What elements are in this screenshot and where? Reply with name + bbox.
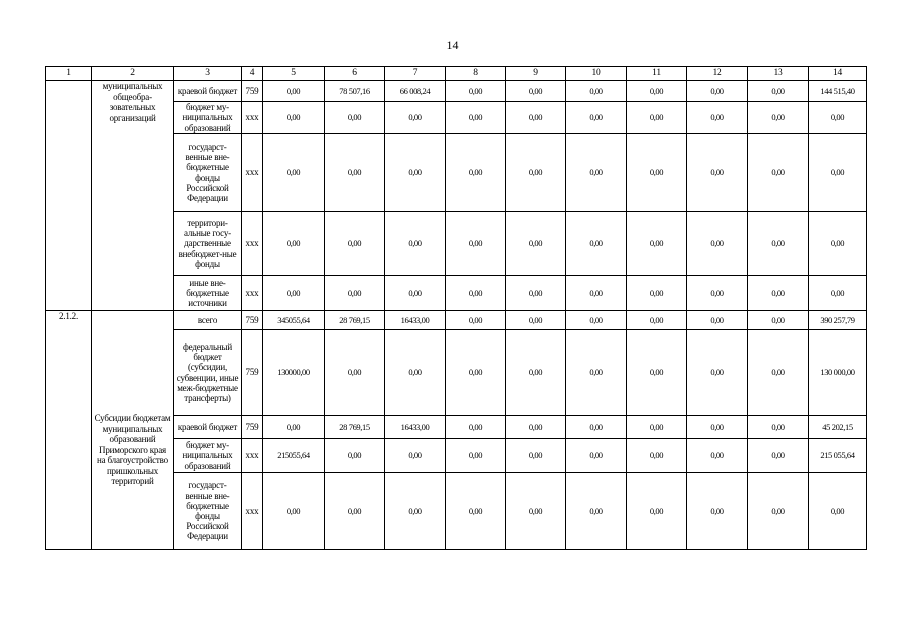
amount-cell: 28 769,15 [325, 416, 385, 439]
budget-code: 759 [242, 311, 263, 330]
amount-cell: 215055,64 [263, 439, 325, 473]
amount-cell: 130000,00 [263, 330, 325, 416]
amount-cell: 0,00 [809, 134, 867, 212]
amount-cell: 0,00 [627, 473, 687, 550]
amount-cell: 0,00 [325, 102, 385, 134]
amount-cell: 0,00 [506, 212, 566, 276]
budget-code: 759 [242, 416, 263, 439]
budget-code: xxx [242, 473, 263, 550]
amount-cell: 0,00 [809, 473, 867, 550]
amount-cell: 0,00 [687, 311, 748, 330]
header-row [46, 67, 867, 81]
amount-cell: 0,00 [748, 102, 809, 134]
amount-cell: 78 507,16 [325, 81, 385, 102]
amount-cell: 0,00 [748, 81, 809, 102]
header-cell: 7 [385, 67, 446, 81]
amount-cell: 0,00 [627, 212, 687, 276]
funding-source: бюджет му-ниципальных образований [174, 102, 242, 134]
amount-cell: 0,00 [627, 439, 687, 473]
budget-code: xxx [242, 439, 263, 473]
amount-cell: 0,00 [687, 439, 748, 473]
amount-cell: 0,00 [263, 276, 325, 311]
amount-cell: 0,00 [627, 330, 687, 416]
amount-cell: 0,00 [506, 102, 566, 134]
amount-cell: 0,00 [325, 330, 385, 416]
amount-cell: 0,00 [385, 134, 446, 212]
amount-cell: 0,00 [325, 276, 385, 311]
amount-cell: 16433,00 [385, 311, 446, 330]
funding-source: иные вне-бюджетные источники [174, 276, 242, 311]
amount-cell: 0,00 [325, 473, 385, 550]
amount-cell: 16433,00 [385, 416, 446, 439]
item-description: муниципальных общеобра-зовательных организаций [92, 81, 174, 311]
amount-cell: 0,00 [263, 81, 325, 102]
amount-cell: 0,00 [566, 276, 627, 311]
amount-cell: 0,00 [687, 81, 748, 102]
amount-cell: 0,00 [566, 212, 627, 276]
amount-cell: 0,00 [263, 212, 325, 276]
table-row [46, 311, 867, 330]
header-cell: 3 [174, 67, 242, 81]
header-cell: 14 [809, 67, 867, 81]
header-cell: 2 [92, 67, 174, 81]
budget-code: xxx [242, 102, 263, 134]
amount-cell: 0,00 [809, 276, 867, 311]
budget-code: 759 [242, 330, 263, 416]
amount-cell: 0,00 [506, 134, 566, 212]
amount-cell: 0,00 [263, 473, 325, 550]
amount-cell: 390 257,79 [809, 311, 867, 330]
header-cell: 10 [566, 67, 627, 81]
budget-code: xxx [242, 212, 263, 276]
amount-cell: 0,00 [325, 439, 385, 473]
amount-cell: 0,00 [809, 212, 867, 276]
header-cell: 12 [687, 67, 748, 81]
amount-cell: 0,00 [748, 276, 809, 311]
funding-source: краевой бюджет [174, 416, 242, 439]
amount-cell: 0,00 [627, 276, 687, 311]
amount-cell: 0,00 [385, 102, 446, 134]
amount-cell: 0,00 [687, 134, 748, 212]
budget-code: xxx [242, 134, 263, 212]
amount-cell: 0,00 [748, 439, 809, 473]
header-cell: 1 [46, 67, 92, 81]
amount-cell: 0,00 [385, 276, 446, 311]
amount-cell: 0,00 [566, 439, 627, 473]
amount-cell: 0,00 [687, 212, 748, 276]
amount-cell: 215 055,64 [809, 439, 867, 473]
amount-cell: 0,00 [446, 311, 506, 330]
amount-cell: 0,00 [446, 439, 506, 473]
amount-cell: 0,00 [687, 276, 748, 311]
amount-cell: 0,00 [506, 416, 566, 439]
amount-cell: 0,00 [325, 212, 385, 276]
amount-cell: 130 000,00 [809, 330, 867, 416]
amount-cell: 0,00 [263, 102, 325, 134]
amount-cell: 0,00 [566, 330, 627, 416]
amount-cell: 0,00 [748, 134, 809, 212]
amount-cell: 345055,64 [263, 311, 325, 330]
amount-cell: 0,00 [446, 473, 506, 550]
amount-cell: 0,00 [506, 330, 566, 416]
amount-cell: 0,00 [446, 134, 506, 212]
amount-cell: 0,00 [748, 416, 809, 439]
header-cell: 4 [242, 67, 263, 81]
header-cell: 8 [446, 67, 506, 81]
budget-code: xxx [242, 276, 263, 311]
amount-cell: 0,00 [506, 439, 566, 473]
amount-cell: 0,00 [627, 81, 687, 102]
amount-cell: 0,00 [385, 439, 446, 473]
table-body [46, 67, 867, 550]
header-cell: 5 [263, 67, 325, 81]
amount-cell: 45 202,15 [809, 416, 867, 439]
table-row [46, 81, 867, 102]
amount-cell: 144 515,40 [809, 81, 867, 102]
amount-cell: 0,00 [446, 416, 506, 439]
amount-cell: 0,00 [446, 212, 506, 276]
amount-cell: 0,00 [809, 102, 867, 134]
amount-cell: 0,00 [627, 311, 687, 330]
page-number: 14 [446, 38, 459, 52]
amount-cell: 0,00 [506, 276, 566, 311]
funding-source: краевой бюджет [174, 81, 242, 102]
header-cell: 13 [748, 67, 809, 81]
amount-cell: 0,00 [506, 311, 566, 330]
header-cell: 6 [325, 67, 385, 81]
amount-cell: 0,00 [687, 102, 748, 134]
amount-cell: 0,00 [385, 212, 446, 276]
funding-source: территори-альные госу-дарственные внебюджет-ные фонды [174, 212, 242, 276]
item-description: Субсидии бюджетам муниципальных образований Приморского края на благоустройство пришкольных территорий [92, 311, 174, 550]
amount-cell: 0,00 [446, 330, 506, 416]
amount-cell: 0,00 [325, 134, 385, 212]
amount-cell: 0,00 [506, 81, 566, 102]
amount-cell: 0,00 [566, 134, 627, 212]
amount-cell: 0,00 [627, 102, 687, 134]
amount-cell: 0,00 [748, 212, 809, 276]
amount-cell: 0,00 [446, 276, 506, 311]
funding-source: бюджет му-ниципальных образований [174, 439, 242, 473]
budget-code: 759 [242, 81, 263, 102]
header-cell: 11 [627, 67, 687, 81]
amount-cell: 0,00 [687, 473, 748, 550]
amount-cell: 0,00 [506, 473, 566, 550]
header-cell: 9 [506, 67, 566, 81]
amount-cell: 66 008,24 [385, 81, 446, 102]
amount-cell: 0,00 [627, 134, 687, 212]
funding-source: государст-венные вне-бюджетные фонды Российской Федерации [174, 473, 242, 550]
budget-table [45, 66, 867, 550]
amount-cell: 0,00 [748, 330, 809, 416]
amount-cell: 0,00 [263, 134, 325, 212]
amount-cell: 0,00 [687, 330, 748, 416]
funding-source: федеральный бюджет (субсидии, субвенции, иные меж-бюджетные трансферты) [174, 330, 242, 416]
amount-cell: 0,00 [566, 102, 627, 134]
amount-cell: 0,00 [263, 416, 325, 439]
amount-cell: 0,00 [748, 473, 809, 550]
amount-cell: 0,00 [566, 473, 627, 550]
amount-cell: 0,00 [446, 102, 506, 134]
amount-cell: 0,00 [687, 416, 748, 439]
funding-source: всего [174, 311, 242, 330]
amount-cell: 0,00 [446, 81, 506, 102]
amount-cell: 0,00 [385, 473, 446, 550]
amount-cell: 0,00 [627, 416, 687, 439]
amount-cell: 0,00 [748, 311, 809, 330]
amount-cell: 0,00 [566, 81, 627, 102]
item-number [46, 81, 92, 311]
amount-cell: 0,00 [566, 311, 627, 330]
item-number: 2.1.2. [46, 311, 92, 550]
amount-cell: 28 769,15 [325, 311, 385, 330]
amount-cell: 0,00 [566, 416, 627, 439]
amount-cell: 0,00 [385, 330, 446, 416]
funding-source: государст-венные вне-бюджетные фонды Российской Федерации [174, 134, 242, 212]
